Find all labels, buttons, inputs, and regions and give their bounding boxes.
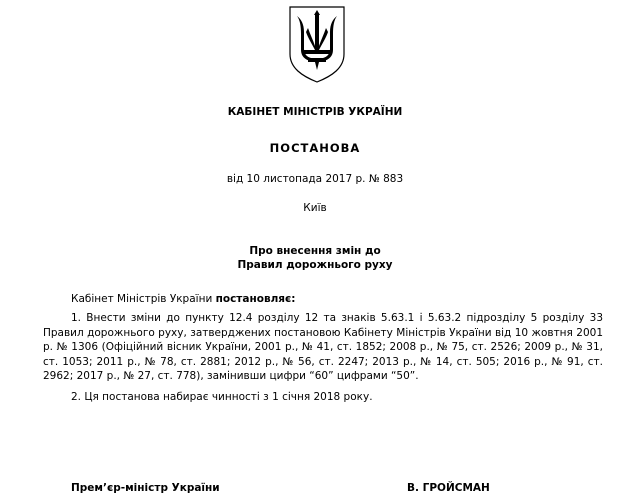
document-city: Київ: [303, 202, 327, 214]
document-title: [0, 244, 630, 272]
signatory-role: Прем’єр-міністр України: [71, 482, 220, 494]
document-type: ПОСТАНОВА: [269, 141, 361, 155]
preamble: [71, 293, 295, 305]
document-title-line2: Правил дорожнього руху: [237, 259, 393, 271]
document-title-line1: Про внесення змін до: [249, 245, 381, 257]
signatory-name: В. ГРОЙСМАН: [407, 482, 490, 494]
preamble-decision: постановляє:: [215, 293, 296, 305]
preamble-lead: Кабінет Міністрів України: [71, 293, 216, 305]
paragraph-1: 1. Внести зміни до пункту 12.4 розділу 12 та знаків 5.63.1 і 5.63.2 підрозділу 5 розділу 33 Правил дорожнього руху, затверджених постановою Кабінету Міністрів України від 10 жовтня 2001 р. № 1306 (Офіційний вісник України, 2001 р., № 41, ст. 1852; 2008 р., № 75, ст. 2526; 2009 р., № 31, ст. 1053; 2011 р., № 78, ст. 2881; 2012 р., № 56, ст. 2247; 2013 р., № 14, ст. 505; 2016 р., № 91, ст. 2962; 2017 р., № 27, ст. 778), замінивши цифри “60” цифрами “50”.: [43, 312, 603, 382]
document-date-number: від 10 листопада 2017 р. № 883: [226, 173, 404, 185]
organization-name: КАБІНЕТ МІНІСТРІВ УКРАЇНИ: [227, 106, 403, 118]
paragraph-2: 2. Ця постанова набирає чинності з 1 січня 2018 року.: [71, 391, 373, 403]
coat-of-arms-icon: [286, 4, 348, 84]
